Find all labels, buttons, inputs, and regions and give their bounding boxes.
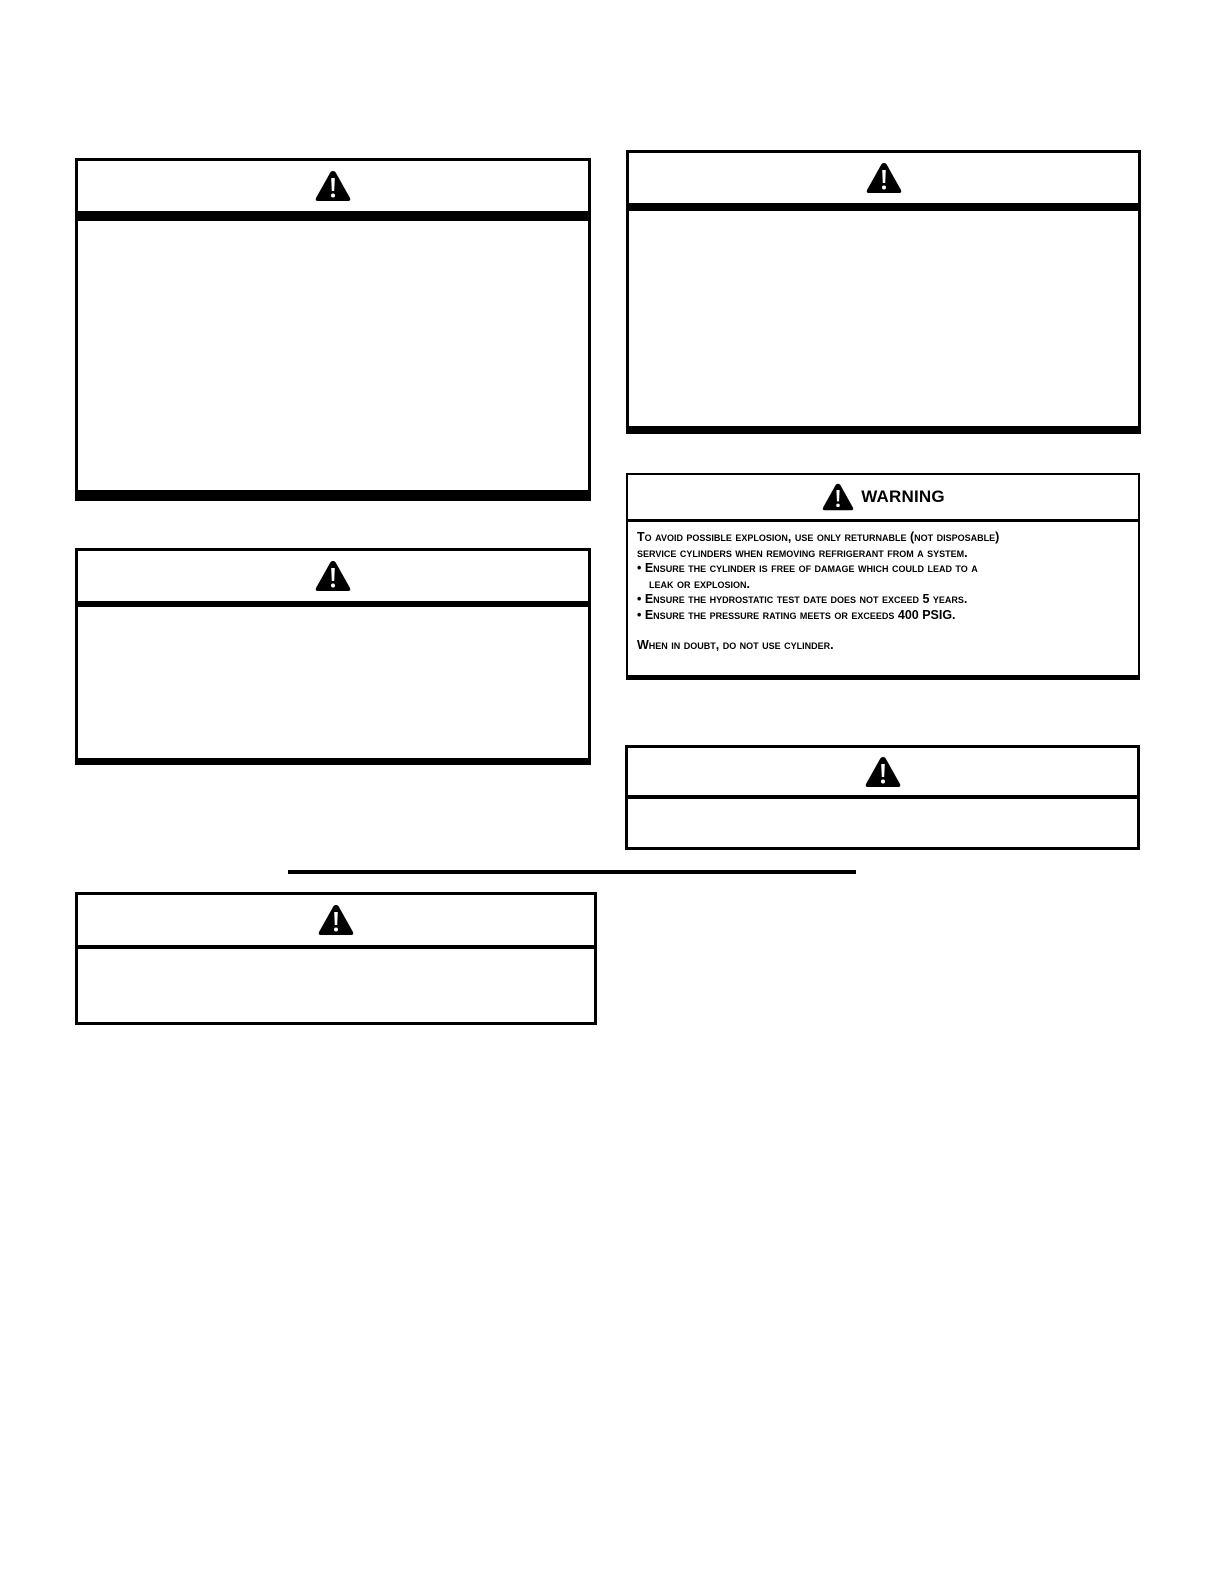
header-rule (628, 519, 1138, 522)
warning-line: leak or explosion. (649, 576, 750, 591)
warning-box-left-1 (75, 158, 591, 501)
warning-box-header (78, 551, 588, 601)
header-rule (628, 795, 1137, 799)
warning-title: WARNING (861, 487, 945, 506)
warning-box-right-3 (625, 745, 1140, 850)
warning-box-cylinders (626, 473, 1140, 680)
warning-triangle-icon (317, 903, 355, 937)
footer-bar (629, 426, 1138, 431)
warning-closing: When in doubt, do not use cylinder. (637, 638, 834, 652)
warning-box-header (628, 748, 1137, 796)
warning-box-right-1 (626, 150, 1141, 434)
warning-box-header (628, 475, 1138, 519)
footer-bar (78, 758, 588, 762)
warning-line: service cylinders when removing refrigerant from a system. (637, 545, 968, 560)
warning-box-left-3 (75, 892, 597, 1025)
header-rule (78, 211, 588, 221)
warning-box-header (78, 161, 588, 211)
warning-box-left-2 (75, 548, 591, 765)
warning-line: • Ensure the cylinder is free of damage which could lead to a (637, 561, 978, 575)
warning-box-header (629, 153, 1138, 203)
footer-bar (628, 675, 1138, 678)
header-rule (78, 601, 588, 607)
warning-line: To avoid possible explosion, use only returnable (not disposable) (637, 530, 1000, 544)
header-rule (629, 203, 1138, 211)
warning-line: • Ensure the pressure rating meets or exceeds 400 PSIG. (637, 607, 956, 622)
warning-body (637, 530, 1132, 654)
section-divider (288, 870, 856, 874)
warning-triangle-icon (314, 169, 352, 203)
warning-box-header (78, 895, 594, 945)
warning-triangle-icon (314, 559, 352, 593)
header-rule (78, 945, 594, 949)
warning-line: • Ensure the hydrostatic test date does not exceed 5 years. (637, 592, 968, 606)
warning-triangle-icon (865, 161, 903, 195)
footer-bar (78, 490, 588, 498)
warning-triangle-icon (821, 482, 855, 512)
warning-triangle-icon (864, 755, 902, 789)
